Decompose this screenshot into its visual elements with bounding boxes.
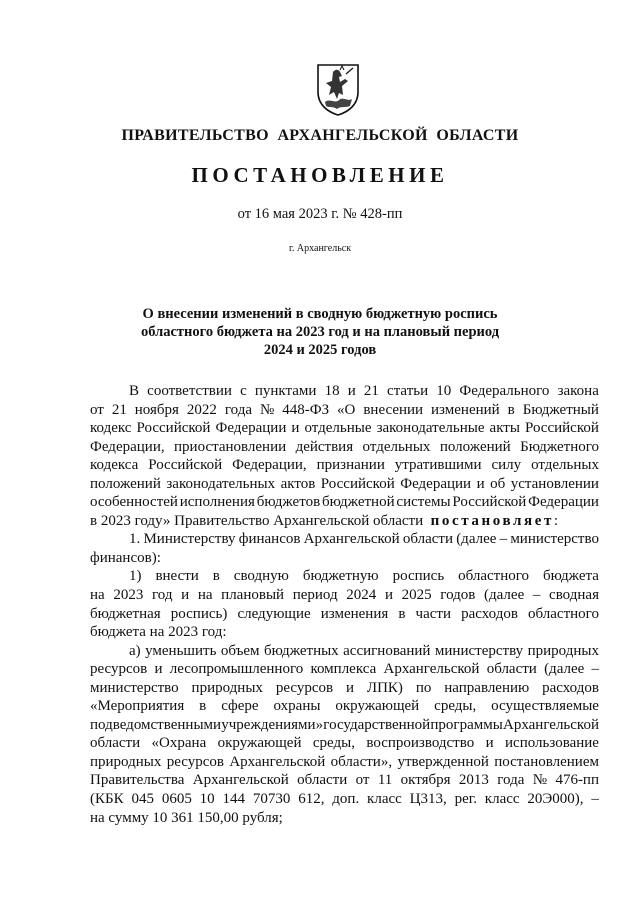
word: сфере (221, 698, 259, 715)
word: утвержденной (397, 753, 489, 770)
word: 1) (129, 568, 142, 585)
word: (далее (456, 531, 497, 548)
word: комплекса (310, 661, 377, 678)
word: области», (330, 753, 393, 770)
word: бюджетов (256, 494, 321, 511)
word: роспись (392, 568, 445, 585)
word: 10 (199, 791, 215, 808)
word: (КБК (90, 791, 124, 808)
body-line (90, 456, 599, 475)
word: в (398, 605, 406, 622)
word: особенностей (90, 494, 178, 511)
word: об (490, 475, 506, 492)
word: рег. (454, 791, 477, 808)
word: бюджетная (90, 605, 161, 622)
date-and-number: от 16 мая 2023 г. № 428-пп (237, 206, 403, 222)
word: от (90, 401, 104, 418)
word: на (90, 587, 105, 604)
government-name: ПРАВИТЕЛЬСТВО АРХАНГЕЛЬСКОЙ ОБЛАСТИ (121, 127, 519, 144)
document-title (0, 305, 640, 359)
word: системы (396, 494, 451, 511)
body-line (90, 493, 599, 512)
word: положений (439, 438, 511, 455)
word: министерство (90, 679, 179, 696)
body-line (90, 642, 599, 661)
word: сводная (549, 587, 599, 604)
word: в (199, 698, 207, 715)
word: министерство (510, 531, 599, 548)
word: соответствии (147, 383, 232, 399)
word: подведомственными (90, 716, 222, 733)
word: плановый (221, 587, 285, 604)
word: 2013 (458, 772, 489, 789)
word: расходов (461, 605, 518, 622)
word: финансов (238, 531, 301, 548)
word: и (154, 661, 163, 678)
word: бюджетную (302, 568, 379, 585)
title-line: О внесении изменений в сводную бюджетную роспись (142, 306, 498, 322)
word: областного (458, 568, 530, 585)
word: – (591, 791, 599, 808)
word: бюджета (542, 568, 599, 585)
word: 10 (436, 383, 452, 399)
word: и (485, 735, 494, 752)
word: сводную (233, 568, 289, 585)
word: (далее (484, 587, 525, 604)
word: 21 (363, 383, 379, 399)
word: № (259, 401, 275, 418)
word: областного (528, 605, 599, 622)
body-line (90, 734, 599, 753)
word: изменения (320, 605, 389, 622)
word: Федерации (400, 475, 472, 492)
word: лесопромышленного (169, 661, 304, 678)
word: класс (367, 791, 402, 808)
word: и (347, 383, 356, 399)
word: года (497, 772, 525, 789)
word: Российской (148, 457, 223, 474)
word: 045 (131, 791, 154, 808)
word: период (292, 587, 338, 604)
body-line (90, 605, 599, 624)
word: следующие (237, 605, 311, 622)
word: 18 (324, 383, 340, 399)
word: класс (484, 791, 520, 808)
word: внесении (363, 401, 424, 418)
word: Федерации, (90, 438, 165, 455)
word: осуществляемые (491, 698, 599, 715)
word: расходов (542, 679, 599, 696)
word: признании (316, 457, 385, 474)
body-line (90, 679, 599, 698)
word: отдельных (362, 438, 431, 455)
body-line (90, 697, 599, 716)
word: направлению (444, 679, 530, 696)
body-line (90, 401, 599, 420)
word: 0605 (161, 791, 192, 808)
word: министерству (434, 642, 524, 659)
body-text: в 2023 году» Правительство Архангельской области (90, 512, 424, 529)
word: роспись) (170, 605, 228, 622)
word: на (197, 587, 213, 604)
word: и (384, 587, 393, 604)
word: окружающей (335, 698, 420, 715)
word: Бюджетный (522, 401, 599, 418)
word: (далее (544, 661, 585, 678)
body-line (90, 438, 599, 457)
body-line (90, 419, 599, 438)
word: 2024 (346, 587, 377, 604)
word: установлении (510, 475, 599, 492)
word: области (90, 735, 141, 752)
body-line: на сумму 10 361 150,00 рубля; (90, 809, 283, 826)
coat-of-arms-icon (315, 62, 361, 116)
word: годов (440, 587, 476, 604)
body-line (90, 716, 599, 735)
word: акты (489, 420, 520, 437)
word: – (591, 661, 599, 678)
word: Архангельской (383, 661, 480, 678)
word: природных (527, 642, 599, 659)
word: ЛПК) (366, 679, 403, 696)
word: актов (280, 475, 316, 492)
word: кодекса (90, 457, 139, 474)
word: а) (129, 642, 141, 659)
word: природных (90, 753, 162, 770)
word: окружающей (217, 735, 302, 752)
body-line (90, 382, 599, 401)
word: и (181, 587, 190, 604)
document-body (90, 382, 599, 827)
word: – (499, 531, 508, 548)
word: от (355, 772, 370, 789)
word: «Мероприятия (90, 698, 185, 715)
word: 612, (298, 791, 325, 808)
word: отдельные (304, 420, 372, 437)
word: Архангельской (192, 772, 289, 789)
word: в (212, 568, 220, 585)
title-line: областного бюджета на 2023 год и на плановый период (140, 324, 500, 340)
city: г. Архангельск (288, 243, 352, 254)
word: действия (295, 438, 354, 455)
word: «О (337, 401, 356, 418)
body-line (90, 475, 599, 494)
body-line: бюджета на 2023 год: (90, 624, 227, 641)
word: Российской (136, 420, 211, 437)
word: – (532, 587, 541, 604)
word: и (476, 475, 485, 492)
word: законодательные (376, 420, 485, 437)
word: объем (220, 642, 260, 659)
word: «Охрана (151, 735, 207, 752)
word: октября (400, 772, 451, 789)
word: Архангельской (229, 753, 326, 770)
body-line (90, 660, 599, 679)
word: области (297, 772, 348, 789)
word: Правительства (90, 772, 185, 789)
word: ресурсов (166, 753, 224, 770)
body-line (90, 586, 599, 605)
word: 476-пп (555, 772, 599, 789)
word: Федерального (459, 383, 550, 399)
word: положений (90, 475, 161, 492)
word: утратившими (394, 457, 482, 474)
word: 2022 (186, 401, 217, 418)
word: области (486, 661, 537, 678)
word: закона (557, 383, 599, 399)
word: законодательных (166, 475, 276, 492)
word: № (532, 772, 548, 789)
word: приостановлении (174, 438, 287, 455)
word: и (345, 679, 354, 696)
word: природных (191, 679, 263, 696)
word: бюджетной (321, 494, 395, 511)
word: год (152, 587, 173, 604)
word: 11 (377, 772, 393, 789)
word: ресурсов (90, 661, 148, 678)
word: 1. (129, 531, 141, 548)
word: ноября (134, 401, 179, 418)
body-line (90, 530, 599, 549)
word: 2023 (113, 587, 144, 604)
word: с (240, 383, 247, 399)
word: Федерации (215, 420, 287, 437)
word: по (415, 679, 432, 696)
word: 70730 (252, 791, 291, 808)
word: программы (430, 716, 503, 733)
word: Ц313, (409, 791, 447, 808)
word: статьи (387, 383, 429, 399)
word: ассигнований (343, 642, 431, 659)
word: 20Э000), (527, 791, 584, 808)
word: Министерству (143, 531, 236, 548)
body-line (90, 567, 599, 586)
word: уменьшить (145, 642, 217, 659)
document-type: ПОСТАНОВЛЕНИЕ (191, 163, 449, 187)
word: 21 (111, 401, 127, 418)
word: Российской (524, 420, 599, 437)
word: воспроизводство (366, 735, 475, 752)
word: пунктами (254, 383, 317, 399)
word: использование (505, 735, 599, 752)
word: государственной (323, 716, 431, 733)
body-line (90, 512, 599, 531)
word: исполнения (179, 494, 255, 511)
word: 2025 (401, 587, 432, 604)
title-line: 2024 и 2025 годов (263, 342, 377, 358)
word: учреждениями» (221, 716, 324, 733)
word: охраны (273, 698, 321, 715)
body-line: финансов): (90, 549, 161, 566)
word: Архангельской (303, 531, 400, 548)
word: В (129, 383, 140, 399)
word: Архангельской (503, 716, 599, 733)
word: внести (155, 568, 199, 585)
word: области (402, 531, 453, 548)
word: 144 (222, 791, 245, 808)
body-line (90, 753, 599, 772)
body-line (90, 790, 599, 809)
word: среды, (434, 698, 477, 715)
word: изменений (431, 401, 500, 418)
word: бюджетных (263, 642, 339, 659)
word: силу (491, 457, 522, 474)
body-line (90, 771, 599, 790)
word: 448-ФЗ (282, 401, 330, 418)
word: доп. (332, 791, 360, 808)
word: части (415, 605, 451, 622)
resolves-word: постановляет (430, 512, 554, 529)
word: постановлением (494, 753, 599, 770)
word: года (224, 401, 252, 418)
word: Федерации, (232, 457, 307, 474)
word: отдельных (531, 457, 599, 474)
word: Федерации (528, 494, 599, 511)
resolves-colon: : (553, 512, 559, 529)
word: ресурсов (275, 679, 334, 696)
word: в (507, 401, 515, 418)
word: и (291, 420, 300, 437)
word: среды, (312, 735, 355, 752)
word: Российской (452, 494, 527, 511)
word: Российской (320, 475, 395, 492)
word: Бюджетного (520, 438, 599, 455)
word: кодекс (90, 420, 132, 437)
